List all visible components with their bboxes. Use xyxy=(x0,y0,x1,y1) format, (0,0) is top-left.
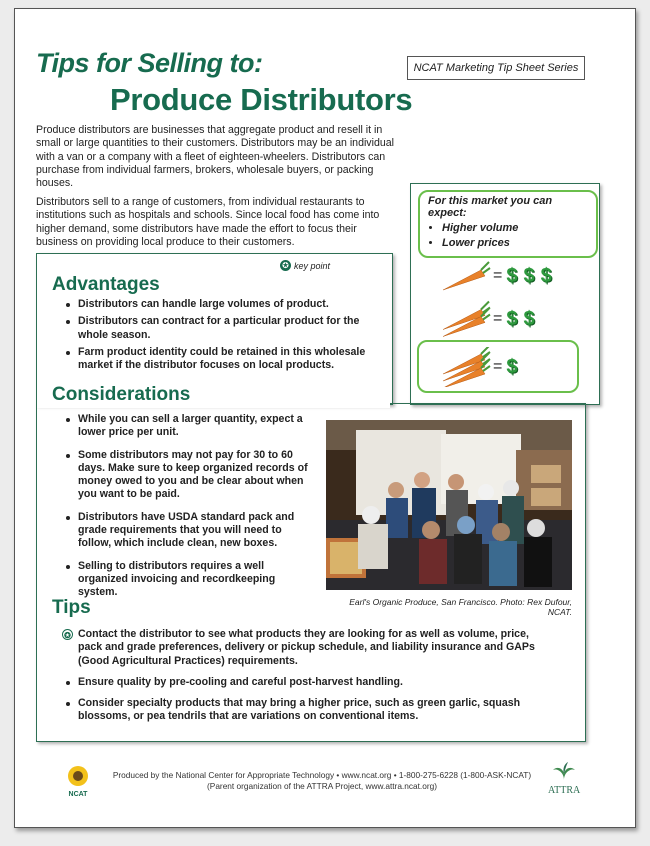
expectation-list xyxy=(428,221,588,251)
tip-text: Ensure quality by pre-cooling and careful post-harvest handling. xyxy=(78,675,403,688)
advantage-item: Distributors can contract for a particular product for the whole season. xyxy=(62,315,372,342)
considerations-heading: Considerations xyxy=(52,384,191,405)
star-icon: ✪ xyxy=(280,260,291,271)
attra-logo-text: ATTRA xyxy=(548,785,581,796)
title-line-1: Tips for Selling to: xyxy=(36,48,263,78)
footer-line-2: (Parent organization of the ATTRA Project, www.attra.ncat.org) xyxy=(207,781,437,791)
market-expectation-box xyxy=(410,183,600,405)
consideration-item: While you can sell a larger quantity, expect a lower price per unit. xyxy=(62,413,312,440)
advantages-list xyxy=(62,298,372,376)
sprout-icon xyxy=(551,762,577,780)
equals-sign: = xyxy=(493,310,503,327)
tips-heading: Tips xyxy=(52,597,91,618)
distributor-photo xyxy=(326,420,572,590)
tip-item xyxy=(62,628,542,668)
considerations-list xyxy=(62,413,312,604)
carrot-icon xyxy=(441,256,491,296)
tips-list xyxy=(62,628,542,732)
intro-paragraph-2: Distributors sell to a range of customers, from individual restaurants to institutions such as hospitals and schools. Since local food has come into higher demand, some distributors have made the effort to focus their business on providing local produce to their customers. xyxy=(36,196,380,248)
advantage-item: Farm product identity could be retained in this wholesale market if the distributor focuses on local products. xyxy=(62,346,372,373)
dollar-icon: $ xyxy=(540,264,552,287)
attra-logo xyxy=(548,762,580,796)
key-point-star-icon: ✪ xyxy=(62,629,73,640)
expectation-heading: For this market you can expect: xyxy=(428,195,553,219)
advantage-item: Distributors can handle large volumes of product. xyxy=(62,298,372,311)
sunflower-icon xyxy=(66,764,90,788)
footer-line-1: Produced by the National Center for Appropriate Technology • www.ncat.org • 1-800-275-6228 (1-800-ASK-NCAT) xyxy=(112,770,532,780)
carrot-dollar-row xyxy=(441,299,535,339)
consideration-item: Some distributors may not pay for 30 to 60 days. Make sure to keep organized records of money owed to you and be clear about when you want to be paid. xyxy=(62,449,312,502)
ncat-logo xyxy=(66,764,90,798)
tip-item xyxy=(62,676,542,689)
dollar-icon: $ xyxy=(523,264,535,287)
series-label: NCAT Marketing Tip Sheet Series xyxy=(407,56,585,80)
consideration-item: Selling to distributors requires a well organized invoicing and recordkeeping system. xyxy=(62,560,312,600)
key-point-label: key point xyxy=(294,260,331,271)
tip-text: Consider specialty products that may bring a higher price, such as green garlic, squash blossoms, or pea tendrils that are variations on conventional items. xyxy=(78,697,521,723)
carrot-dollar-row xyxy=(441,256,552,296)
footer-text xyxy=(92,770,552,792)
equals-sign: = xyxy=(493,267,503,284)
dollar-icon: $ xyxy=(506,355,518,378)
equals-sign: = xyxy=(493,358,503,375)
advantages-heading: Advantages xyxy=(52,274,160,295)
intro-paragraph-1: Produce distributors are businesses that aggregate product and resell it in small or large quantities to their customers. Distributors may be an individual with a van or a company with a fleet of eighteen-wheelers. Distributors can purchase from individual farmers, brokers, wholesale buyers, or packing houses. xyxy=(36,124,394,190)
expectation-callout xyxy=(418,190,598,258)
ncat-logo-text: NCAT xyxy=(68,791,88,798)
title-line-2: Produce Distributors xyxy=(110,82,413,117)
tip-item xyxy=(62,697,542,724)
dollar-icon: $ xyxy=(523,307,535,330)
highlight-box xyxy=(417,340,579,393)
photo-caption: Earl's Organic Produce, San Francisco. Photo: Rex Dufour, NCAT. xyxy=(349,597,572,617)
key-point-legend xyxy=(280,260,330,271)
expectation-item: • Lower prices xyxy=(442,236,588,251)
expectation-item: • Higher volume xyxy=(442,221,588,236)
tip-text: Contact the distributor to see what products they are looking for as well as volume, price, pack and grade preferences, delivery or pickup schedule, and liability insurance and GAPs (Good Agricultural Practices) requirements. xyxy=(78,628,535,667)
dollar-icon: $ xyxy=(506,307,518,330)
consideration-item: Distributors have USDA standard pack and grade requirements that you will need to follow, which include clean, new boxes. xyxy=(62,511,312,551)
photo-illustration xyxy=(326,420,572,590)
dollar-icon: $ xyxy=(506,264,518,287)
carrot-icon xyxy=(441,299,491,339)
